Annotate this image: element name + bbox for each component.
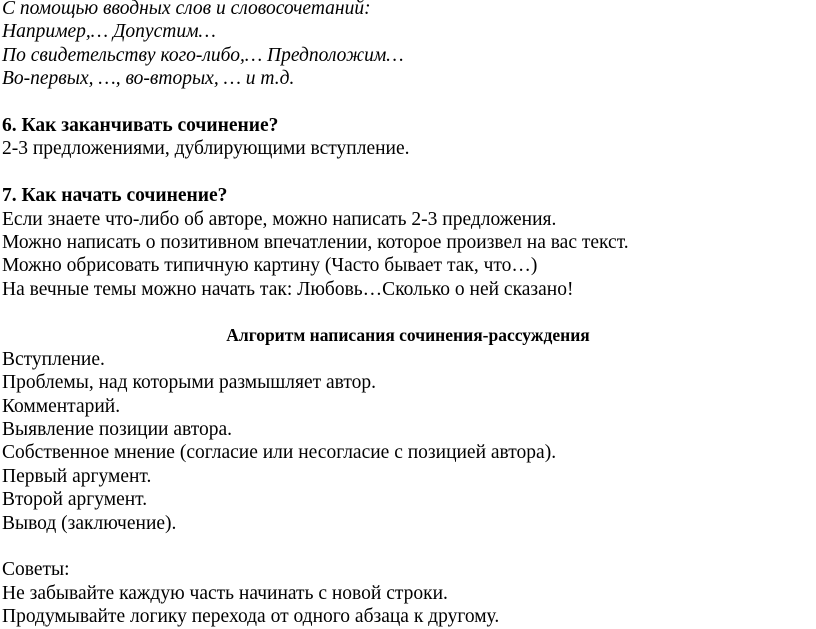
tip-line: Продумывайте логику перехода от одного абзаца к другому. [2,606,500,628]
document-page [2,0,814,629]
section-6 [2,114,814,161]
algorithm-step: Вступление. [2,348,105,370]
intro-block [2,0,814,91]
algorithm-step: Собственное мнение (согласие или несогласие с позицией автора). [2,442,557,464]
algorithm-step: Вывод (заключение). [2,512,177,534]
paragraph-line: 2-3 предложениями, дублирующими вступление. [2,138,410,160]
algorithm-section [2,324,814,535]
algorithm-step: Первый аргумент. [2,465,152,487]
intro-line: Например,… Допустим… [2,21,216,43]
paragraph-line: Можно написать о позитивном впечатлении, которое произвел на вас текст. [2,231,629,253]
section-heading: 7. Как начать сочинение? [2,185,228,207]
section-7 [2,184,814,301]
algorithm-step: Комментарий. [2,395,121,417]
spacer [2,301,814,324]
spacer [2,91,814,114]
algorithm-step: Проблемы, над которыми размышляет автор. [2,372,377,394]
spacer [2,535,814,558]
algorithm-step: Выявление позиции автора. [2,419,232,441]
paragraph-line: Если знаете что-либо об авторе, можно написать 2-3 предложения. [2,208,557,230]
intro-line: По свидетельству кого-либо,… Предположим… [2,44,404,66]
paragraph-line: Можно обрисовать типичную картину (Часто бывает так, что…) [2,255,538,277]
intro-line: С помощью вводных слов и словосочетаний: [2,0,371,19]
tips-heading: Советы: [2,559,70,581]
section-heading: 6. Как заканчивать сочинение? [2,114,279,136]
tips-section [2,558,814,628]
spacer [2,161,814,184]
tip-line: Не забывайте каждую часть начинать с новой строки. [2,582,448,604]
intro-line: Во-первых, …, во-вторых, … и т.д. [2,68,295,90]
paragraph-line: На вечные темы можно начать так: Любовь…Сколько о ней сказано! [2,278,574,300]
algorithm-step: Второй аргумент. [2,489,148,511]
algorithm-title: Алгоритм написания сочинения-рассуждения [226,325,590,346]
